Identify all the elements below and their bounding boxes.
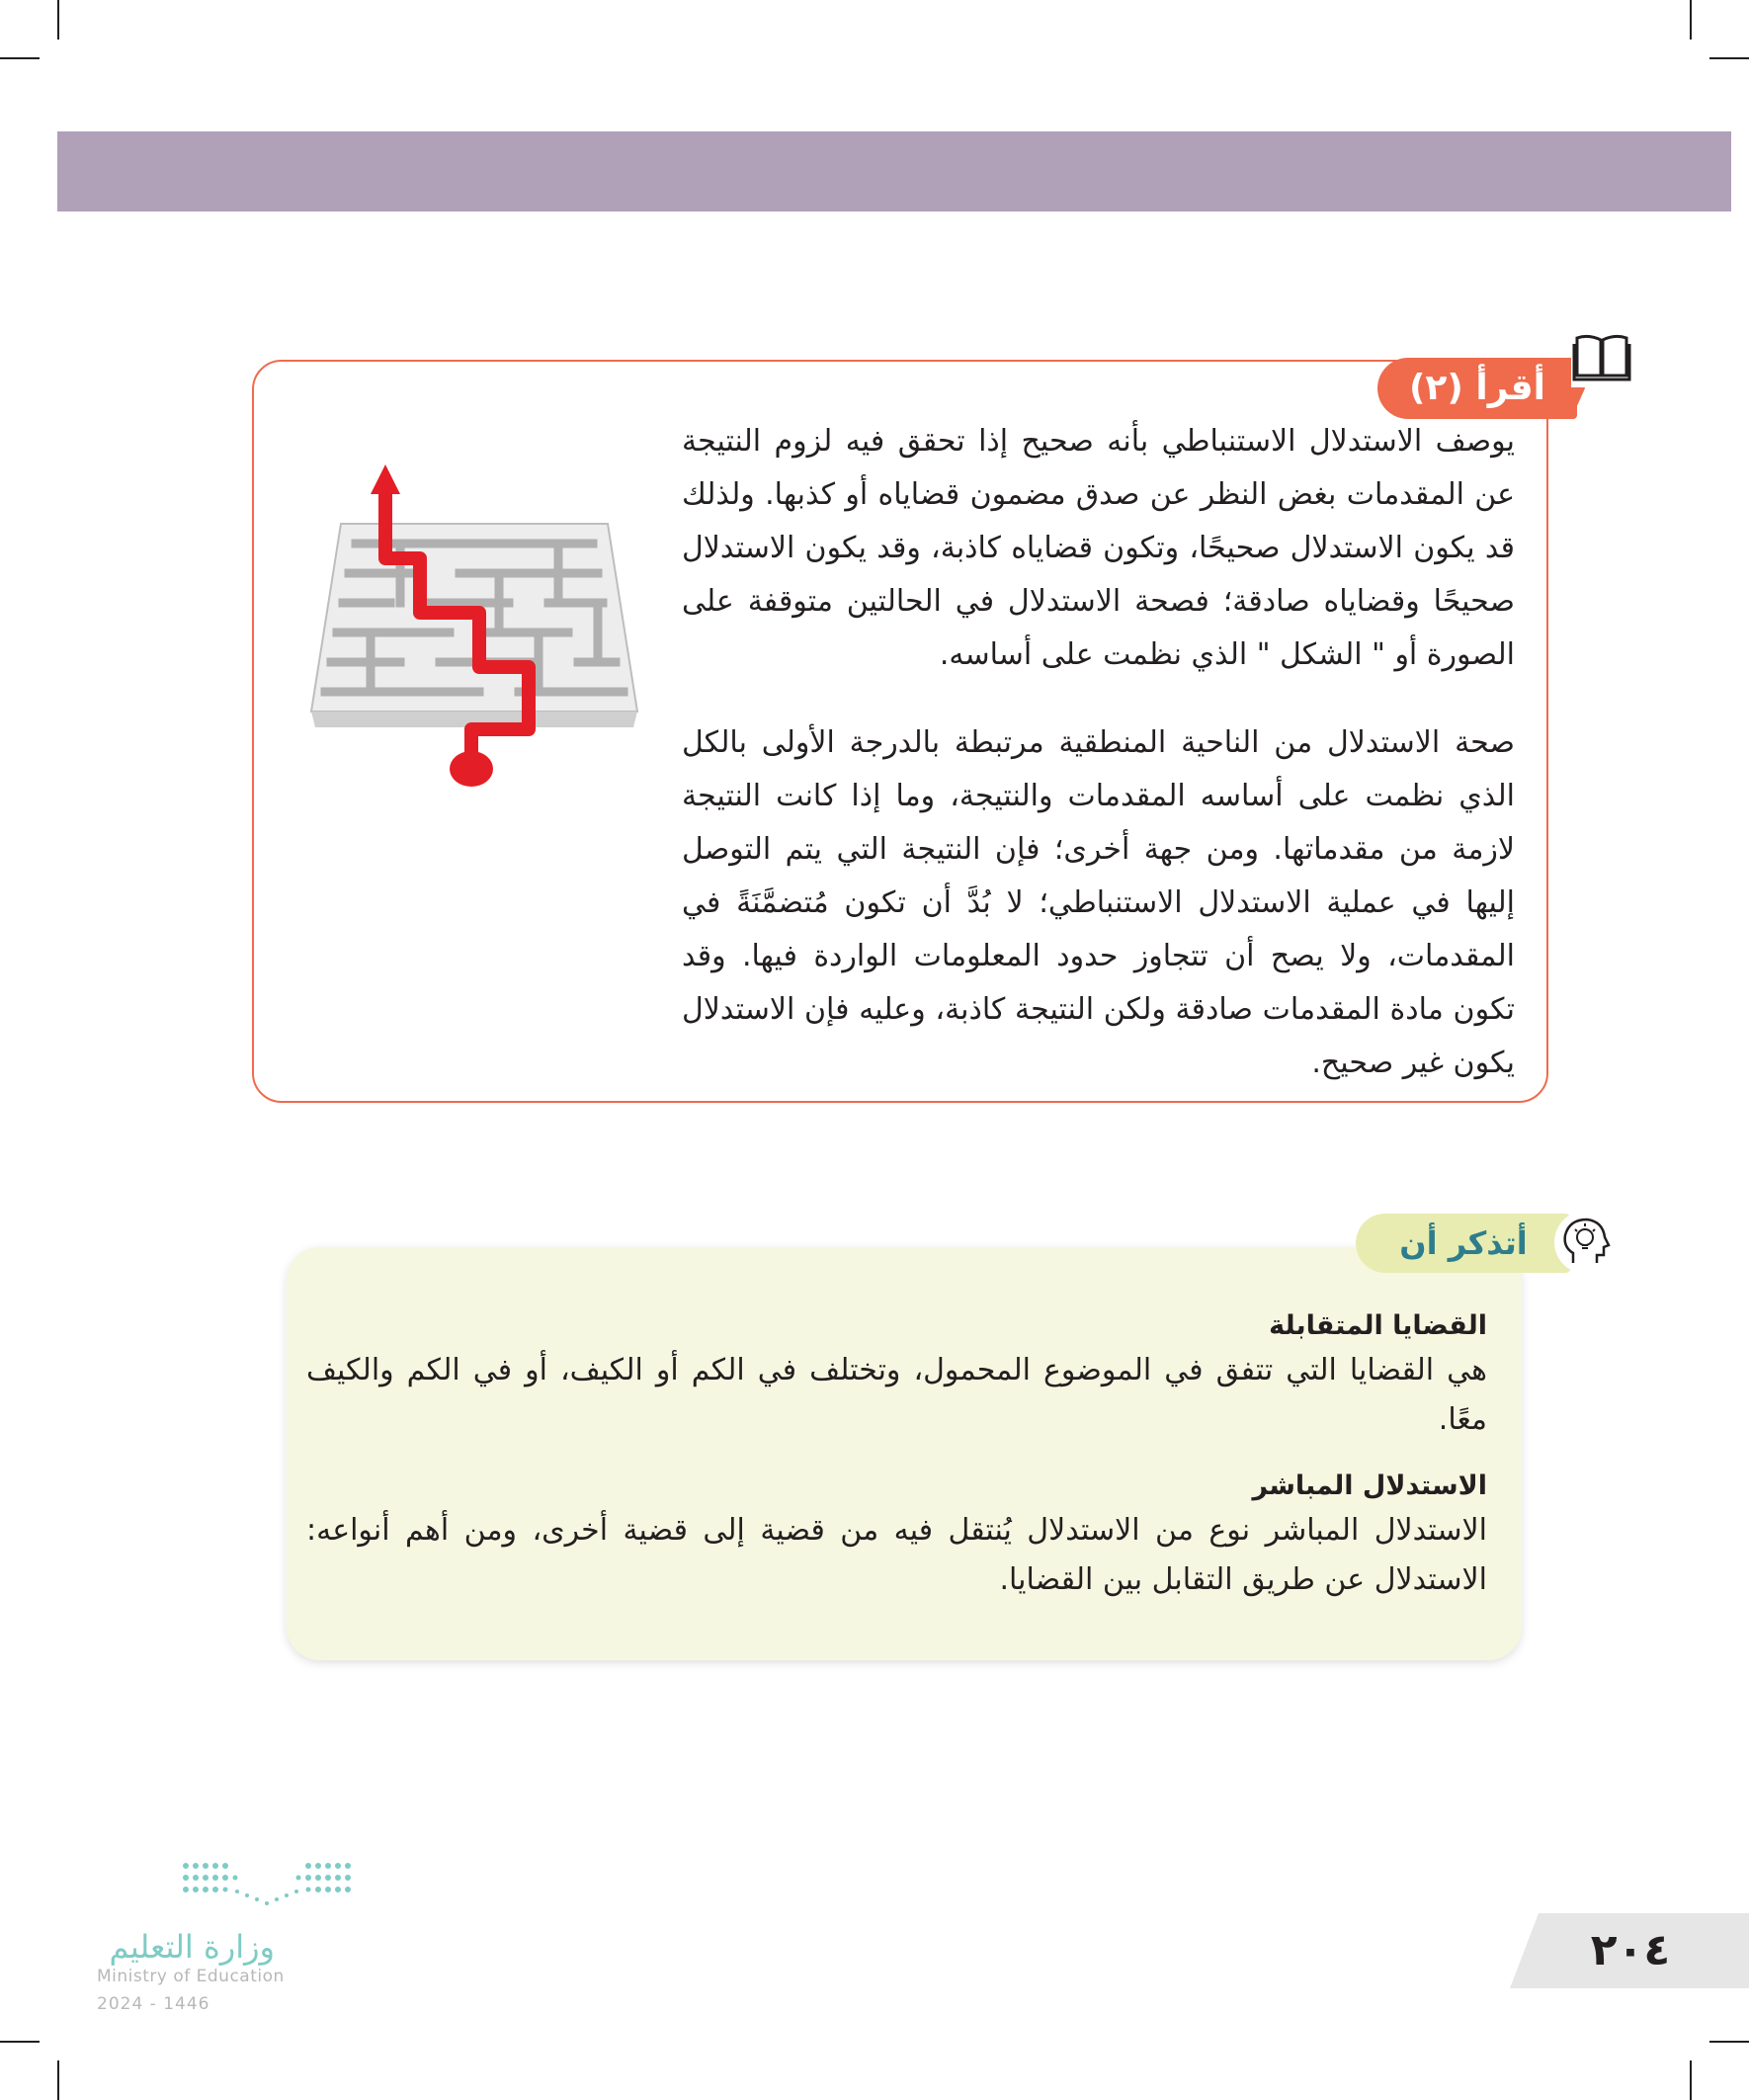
remember-item-text: هي القضايا التي تتفق في الموضوع المحمول، وتختلف في الكم أو الكيف، أو في الكم والكيف معًا.: [306, 1353, 1487, 1437]
remember-item-text: الاستدلال المباشر نوع من الاستدلال يُنتقل فيه من قضية إلى قضية أخرى، ومن أهم أنواعه: الاستدلال عن طريق التقابل بين القضايا.: [306, 1513, 1487, 1597]
crop-mark: [1709, 2041, 1749, 2043]
crop-mark: [1690, 2060, 1692, 2100]
remember-item-heading: القضايا المتقابلة: [1269, 1310, 1487, 1341]
paragraph-text: يوصف الاستدلال الاستنباطي بأنه صحيح إذا تحقق فيه لزوم النتيجة عن المقدمات بغض النظر عن صدق مضمون قضاياه أو كذبها. ولذلك قد يكون الاستدلال صحيحًا، وتكون قضاياه كاذبة، وقد يكون الاستدلال صحيحًا وقضاياه صادقة؛ فصحة الاستدلال في الحالتين متوقفة على الصورة أو " الشكل " الذي نظمت على أساسه.: [682, 424, 1515, 672]
ministry-name-arabic: وزارة التعليم: [109, 1928, 275, 1966]
crop-mark: [1709, 57, 1749, 59]
paragraph-text: صحة الاستدلال من الناحية المنطقية مرتبطة بالدرجة الأولى بالكل الذي نظمت على أساسه المقدمات والنتيجة، وما إذا كانت النتيجة لازمة من مقدماتها. ومن جهة أخرى؛ فإن النتيجة التي يتم التوصل إليها في عملية الاستدلال الاستنباطي؛ لا بُدَّ أن تكون مُتضمَّنَةً في المقدمات، ولا يصح أن تتجاوز حدود المعلومات الواردة فيها. وقد تكون مادة المقدمات صادقة ولكن النتيجة كاذبة، وعليه فإن الاستدلال يكون غير صحيح.: [682, 725, 1515, 1080]
header-band: [57, 131, 1731, 211]
thinking-head-icon: [1553, 1210, 1619, 1275]
read-paragraph-1: [682, 415, 1515, 682]
remember-item-1: [306, 1306, 1487, 1445]
remember-section-title: أتذكر أن: [1356, 1214, 1571, 1273]
remember-item-heading: الاستدلال المباشر: [1252, 1470, 1487, 1501]
crop-mark: [57, 2060, 59, 2100]
ministry-name-english: Ministry of Education: [97, 1967, 285, 1986]
page-number: ٢٠٤: [1590, 1925, 1671, 1975]
crop-mark: [1690, 0, 1692, 40]
crop-mark: [57, 0, 59, 40]
read-section-title: أقرأ (٢): [1377, 358, 1577, 419]
crop-mark: [0, 2041, 40, 2043]
maze-illustration: [301, 464, 647, 791]
crop-mark: [0, 57, 40, 59]
open-book-icon: [1571, 326, 1632, 387]
ministry-logo-dots: [178, 1856, 356, 1915]
ministry-year: 2024 - 1446: [97, 1994, 210, 2014]
remember-item-2: [306, 1467, 1487, 1605]
read-paragraph-2: [682, 716, 1515, 1090]
